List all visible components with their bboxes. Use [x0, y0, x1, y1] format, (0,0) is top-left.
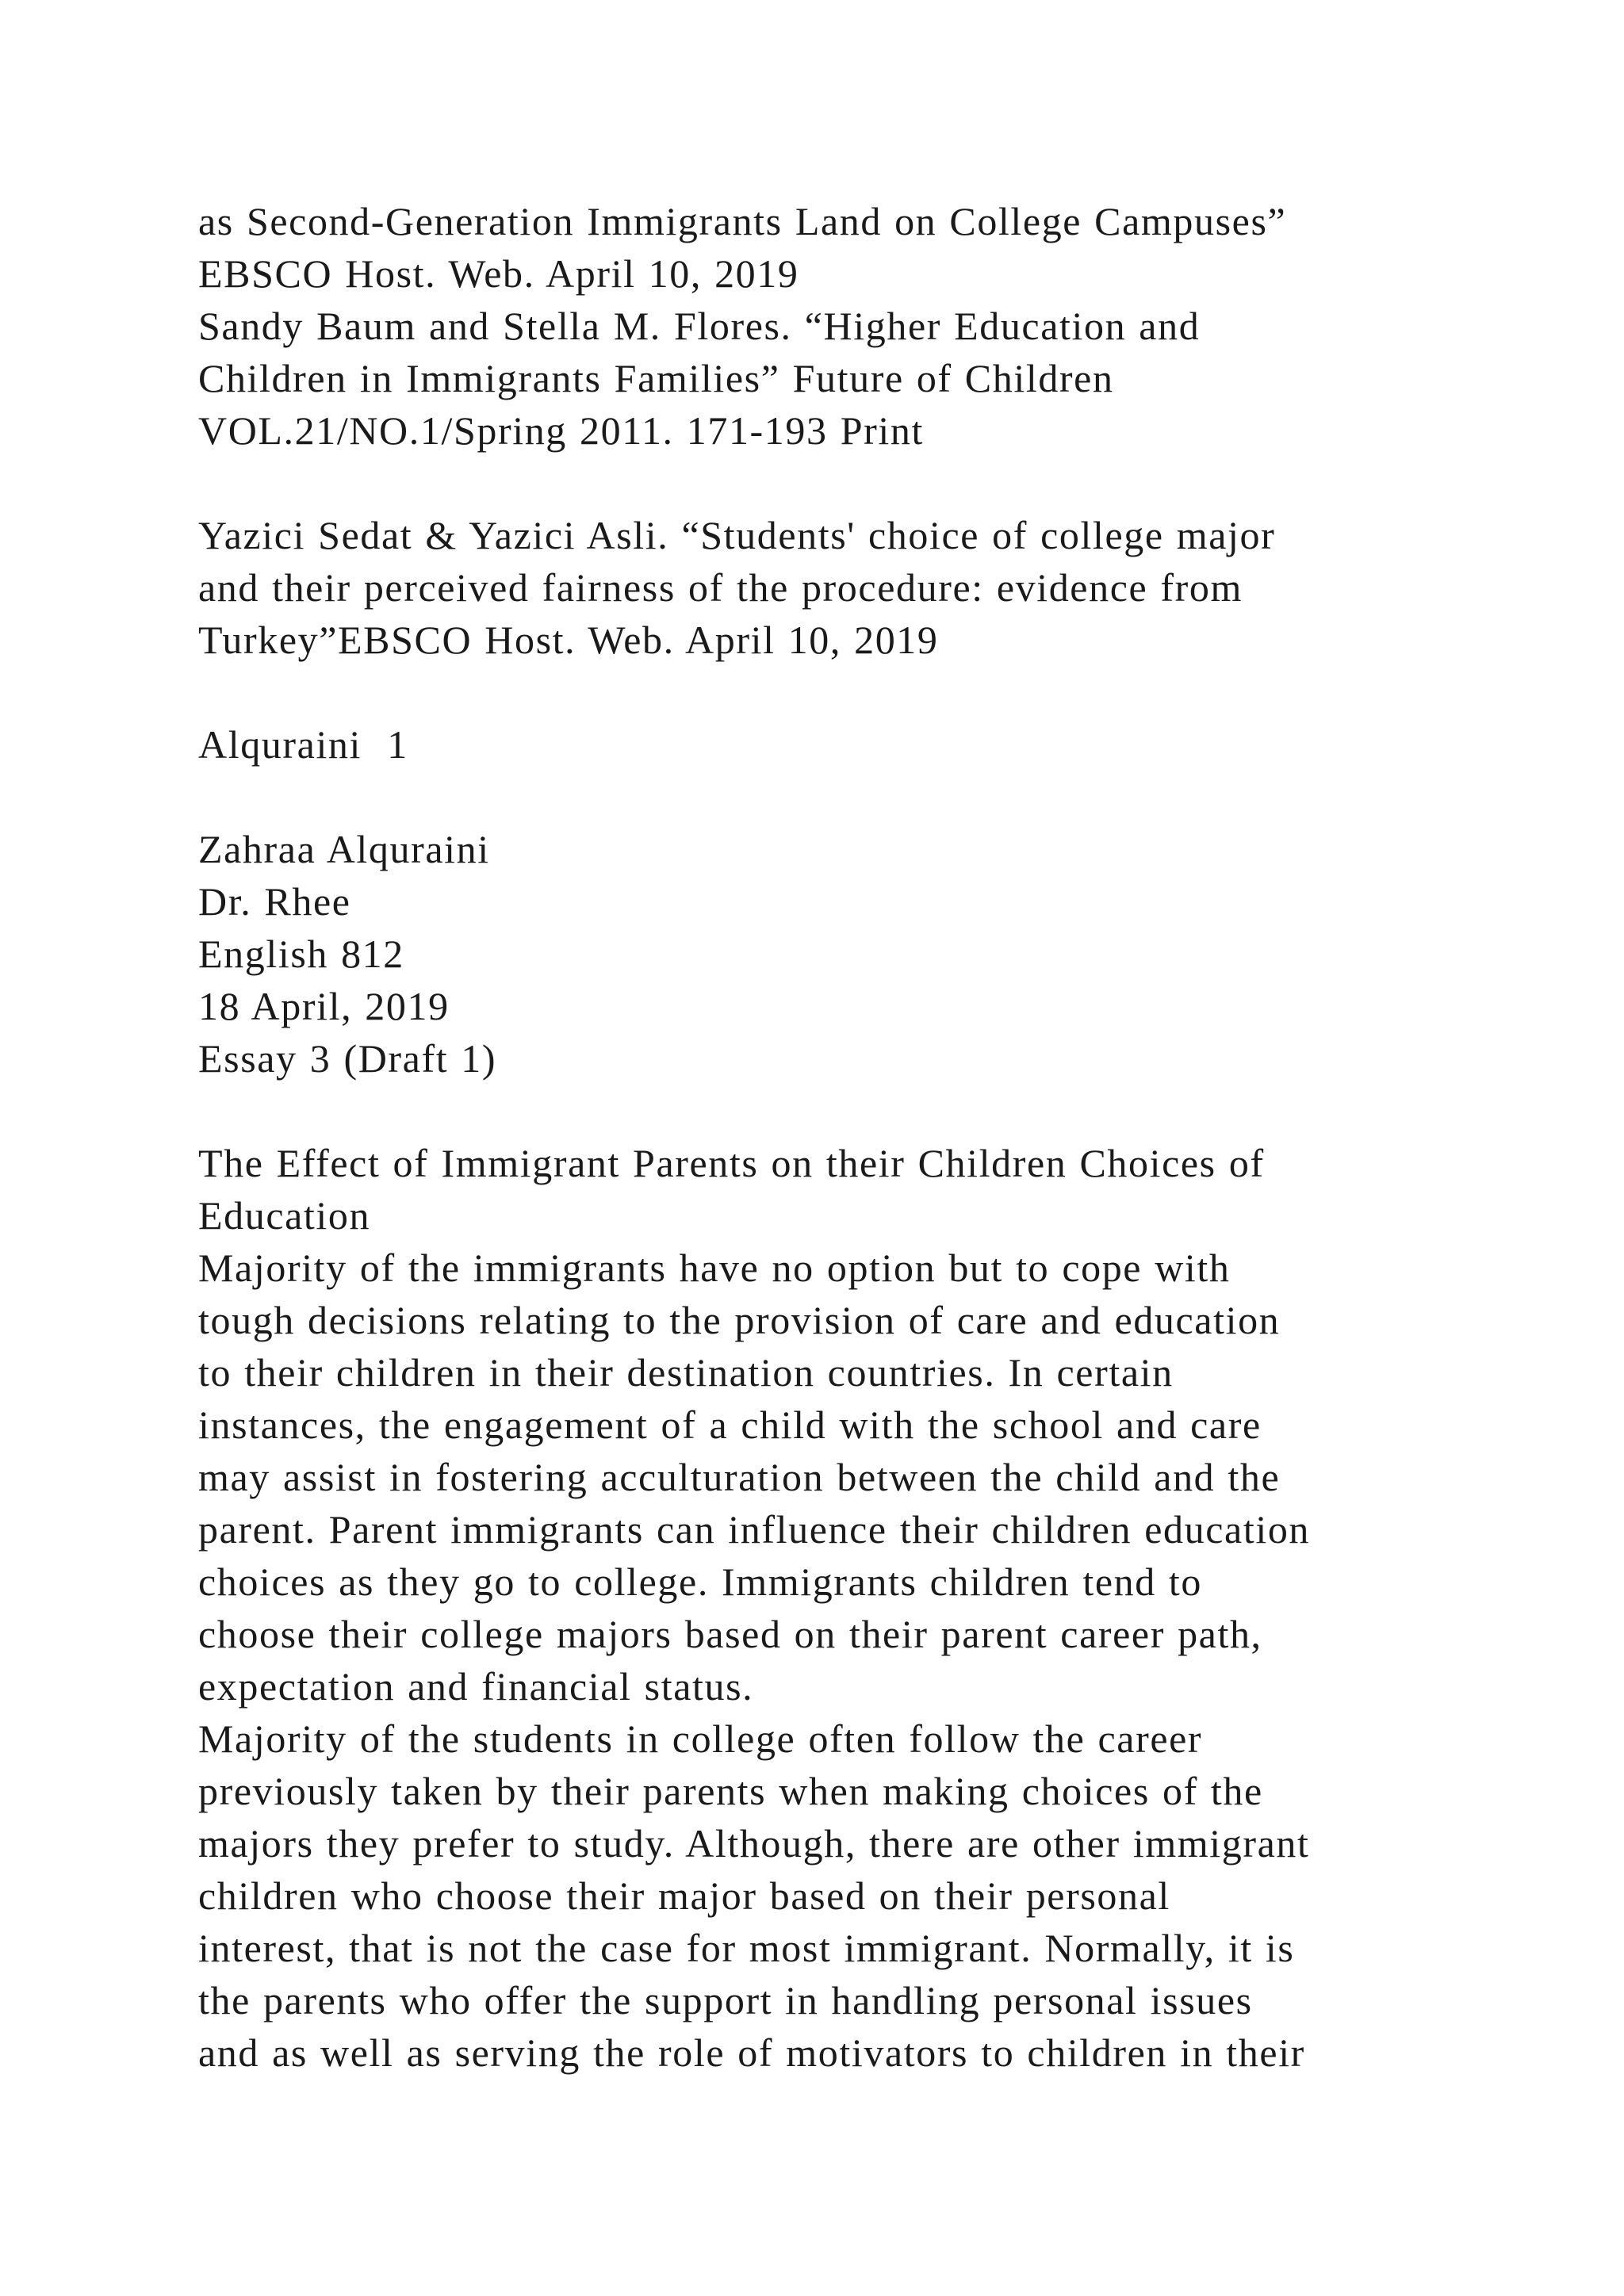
body-line: Majority of the immigrants have no option but to cope with: [198, 1246, 1231, 1290]
essay-title: Education: [198, 1193, 371, 1238]
text-line: Sandy Baum and Stella M. Flores. “Higher Education and: [198, 304, 1201, 348]
text-line: EBSCO Host. Web. April 10, 2019: [198, 251, 799, 296]
text-line: as Second-Generation Immigrants Land on College Campuses”: [198, 199, 1287, 243]
course-name: English 812: [198, 932, 404, 976]
body-line: children who choose their major based on their personal: [198, 1873, 1170, 1918]
body-line: majors they prefer to study. Although, there are other immigrant: [198, 1821, 1310, 1866]
blank-line: [198, 666, 1467, 718]
body-line: expectation and financial status.: [198, 1664, 754, 1709]
text-line: VOL.21/NO.1/Spring 2011. 171-193 Print: [198, 408, 924, 453]
text-line: and their perceived fairness of the procedure: evidence from: [198, 565, 1243, 610]
document-text: [198, 195, 1467, 2079]
instructor-name: Dr. Rhee: [198, 879, 351, 924]
body-line: the parents who offer the support in handling personal issues: [198, 1978, 1253, 2022]
essay-title: The Effect of Immigrant Parents on their Children Choices of: [198, 1141, 1265, 1185]
body-line: interest, that is not the case for most immigrant. Normally, it is: [198, 1926, 1295, 1970]
body-line: choices as they go to college. Immigrants children tend to: [198, 1559, 1203, 1604]
body-line: and as well as serving the role of motivators to children in their: [198, 2030, 1305, 2075]
body-line: Majority of the students in college often follow the career: [198, 1716, 1203, 1761]
body-line: to their children in their destination countries. In certain: [198, 1350, 1174, 1395]
text-line: Turkey”EBSCO Host. Web. April 10, 2019: [198, 618, 939, 662]
blank-line: [198, 1085, 1467, 1137]
text-line: Yazici Sedat & Yazici Asli. “Students' choice of college major: [198, 513, 1276, 557]
blank-line: [198, 457, 1467, 509]
body-line: parent. Parent immigrants can influence their children education: [198, 1507, 1311, 1552]
body-line: instances, the engagement of a child with the school and care: [198, 1402, 1262, 1447]
body-line: tough decisions relating to the provision of care and education: [198, 1298, 1281, 1342]
essay-label: Essay 3 (Draft 1): [198, 1036, 497, 1081]
page-header: Alquraini 1: [198, 722, 408, 767]
blank-line: [198, 771, 1467, 823]
author-name: Zahraa Alquraini: [198, 827, 490, 871]
text-line: Children in Immigrants Families” Future of Children: [198, 356, 1114, 400]
body-line: previously taken by their parents when making choices of the: [198, 1769, 1263, 1813]
essay-date: 18 April, 2019: [198, 984, 450, 1028]
body-line: may assist in fostering acculturation between the child and the: [198, 1455, 1281, 1499]
body-line: choose their college majors based on their parent career path,: [198, 1612, 1262, 1656]
